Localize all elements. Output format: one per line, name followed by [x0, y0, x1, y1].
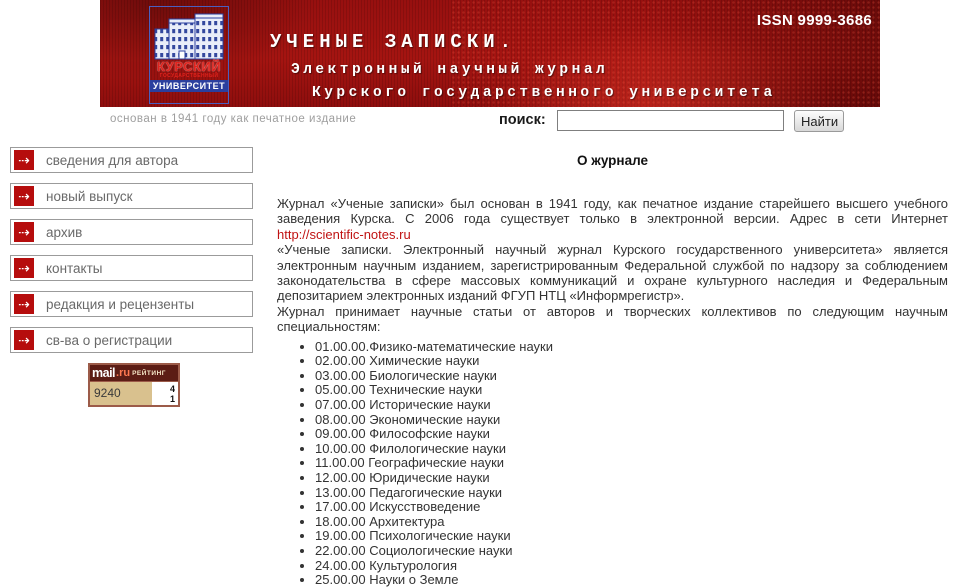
sidebar-item-label: контакты — [46, 260, 103, 276]
journal-subtitle-2: Курского государственного университета — [312, 85, 776, 101]
dashed-arrow-icon: ⇢ — [14, 258, 34, 278]
sidebar-item[interactable] — [10, 183, 253, 209]
about-paragraph-2: «Ученые записки. Электронный научный журнал Курского государственного университета» является электронным научным изданием, зарегистрированным Федеральной службой по надзору за соблюдением законодательства в сфере массовых коммуникаций и охране культурного наследия и Федеральным депозитарием электронных изданий ФГУП НТЦ «Информрегистр». — [277, 242, 948, 304]
specialty-item: • 02.00.00 Химические науки — [315, 354, 948, 369]
about-paragraph-1-text: Журнал «Ученые записки» был основан в 1941 году, как печатное издание старейшего высшего учебного заведения Курска. С 2006 года существует только в электронной версии. Адрес в сети Интернет — [277, 196, 948, 227]
mailru-position — [152, 382, 178, 405]
sidebar-item-label: редакция и рецензенты — [46, 296, 195, 312]
mailru-visit-count: 9240 — [90, 382, 152, 405]
sidebar-item-label: новый выпуск — [46, 188, 133, 204]
specialty-item: • 05.00.00 Технические науки — [315, 383, 948, 398]
specialty-item: • 13.00.00 Педагогические науки — [315, 486, 948, 501]
mailru-counter — [90, 381, 178, 405]
dashed-arrow-icon: ⇢ — [14, 150, 34, 170]
mailru-rating-label: РЕЙТИНГ — [132, 369, 166, 377]
sidebar-item[interactable] — [10, 327, 253, 353]
mailru-logo-ru: .ru — [116, 367, 131, 379]
specialty-item: • 17.00.00 Искусствоведение — [315, 500, 948, 515]
search-input[interactable] — [557, 110, 784, 131]
sidebar-item[interactable] — [10, 255, 253, 281]
journal-site-link[interactable]: http://scientific-notes.ru — [277, 226, 411, 242]
specialties-list — [277, 340, 948, 588]
specialty-item: • 01.00.00.Физико-математические науки — [315, 340, 948, 355]
specialty-item: • 18.00.00 Архитектура — [315, 515, 948, 530]
mailru-logo — [90, 365, 178, 381]
dashed-arrow-icon: ⇢ — [14, 330, 34, 350]
specialty-item: • 03.00.00 Биологические науки — [315, 369, 948, 384]
logo-text-university: УНИВЕРСИТЕТ — [150, 80, 228, 92]
search-label: поиск: — [499, 112, 546, 128]
about-paragraph-3: Журнал принимает научные статьи от авторов и творческих коллективов по следующим научным специальностям: — [277, 303, 948, 335]
main-content — [277, 153, 948, 588]
mailru-position-top: 4 — [169, 384, 175, 394]
mailru-logo-mail: mail — [92, 366, 116, 380]
sidebar-item-label: св-ва о регистрации — [46, 332, 173, 348]
university-building-icon — [153, 11, 225, 61]
specialty-item: • 24.00.00 Культурология — [315, 559, 948, 574]
logo-text-state: ГОСУДАРСТВЕННЫЙ — [159, 73, 219, 79]
specialty-item: • 22.00.00 Социологические науки — [315, 544, 948, 559]
specialty-item: • 08.00.00 Экономические науки — [315, 413, 948, 428]
specialty-item: • 19.00.00 Психологические науки — [315, 529, 948, 544]
specialty-item: • 07.00.00 Исторические науки — [315, 398, 948, 413]
specialty-item: • 10.00.00 Филологические науки — [315, 442, 948, 457]
header-band — [100, 0, 880, 107]
sidebar-menu — [10, 147, 253, 363]
sidebar-item-label: сведения для автора — [46, 152, 179, 168]
about-paragraph-1 — [277, 196, 948, 242]
logo-text-kursky: КУРСКИЙ — [156, 59, 222, 74]
journal-title: УЧЕНЫЕ ЗАПИСКИ. — [270, 31, 517, 53]
journal-subtitle-1: Электронный научный журнал — [291, 62, 609, 78]
founded-tagline: основан в 1941 году как печатное издание — [110, 113, 357, 125]
dashed-arrow-icon: ⇢ — [14, 294, 34, 314]
dashed-arrow-icon: ⇢ — [14, 186, 34, 206]
issn-number: ISSN 9999-3686 — [756, 12, 872, 29]
university-logo[interactable] — [149, 6, 229, 104]
sidebar-item-label: архив — [46, 224, 83, 240]
sidebar-item[interactable] — [10, 291, 253, 317]
dashed-arrow-icon: ⇢ — [14, 222, 34, 242]
mailru-position-bottom: 1 — [169, 394, 175, 404]
specialty-item: • 12.00.00 Юридические науки — [315, 471, 948, 486]
specialty-item: • 11.00.00 Географические науки — [315, 456, 948, 471]
specialty-item: • 25.00.00 Науки о Земле — [315, 573, 948, 588]
search-button[interactable]: Найти — [794, 110, 844, 132]
sidebar-item[interactable] — [10, 219, 253, 245]
specialty-item: • 09.00.00 Философские науки — [315, 427, 948, 442]
sidebar-item[interactable] — [10, 147, 253, 173]
page-title: О журнале — [577, 153, 648, 168]
mailru-rating-badge[interactable] — [88, 363, 180, 407]
